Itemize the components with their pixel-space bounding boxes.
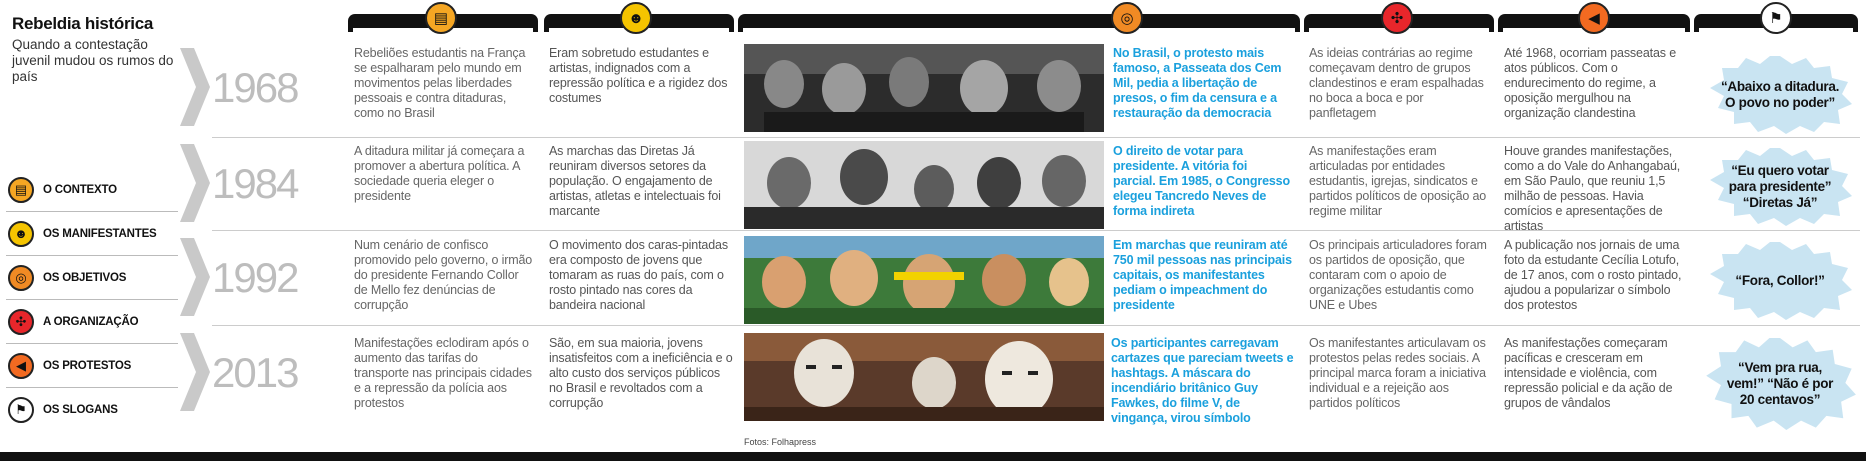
book-icon: ▤ xyxy=(425,2,457,34)
network-icon: ✣ xyxy=(1381,2,1413,34)
legend-item-manifestantes xyxy=(6,212,178,256)
megaphone-icon: ◀ xyxy=(1578,2,1610,34)
row-divider xyxy=(212,325,1860,326)
column-header-objetivos xyxy=(738,14,1300,28)
legend-label: O CONTEXTO xyxy=(43,183,117,196)
slogan-burst xyxy=(1702,338,1858,430)
slogan-text: “Eu quero votar para presidente” “Diretas Já” xyxy=(1728,163,1832,210)
row-divider xyxy=(212,137,1860,138)
year-label: 1984 xyxy=(212,160,298,207)
chevron-right-icon xyxy=(180,48,210,126)
legend-label: A ORGANIZAÇÃO xyxy=(43,315,139,328)
cell-organizacao: As manifestações eram articuladas por entidades estudantis, igrejas, sindicatos e partidos políticos de oposição ao regime militar xyxy=(1309,144,1487,218)
cell-contexto: Rebeliões estudantis na França se espalharam pelo mundo em movimentos pelas liberdades pessoais e contra ditaduras, como no Brasil xyxy=(354,46,526,120)
megaphone-icon: ◀ xyxy=(8,353,34,379)
cell-manifestantes: O movimento dos caras-pintadas era composto de jovens que tomaram as ruas do país, com o rosto pintado nas cores da bandeira nacional xyxy=(549,238,728,312)
cell-objetivos: Em marchas que reuniram até 750 mil pessoas nas principais capitais, os manifestantes pediam o impeachment do presidente xyxy=(1113,238,1292,312)
chevron-right-icon xyxy=(180,238,210,316)
slogan-burst xyxy=(1706,148,1854,226)
target-icon: ◎ xyxy=(1111,2,1143,34)
cell-contexto: Manifestações eclodiram após o aumento das tarifas do transporte nas principais cidades e a repressão da polícia aos protestos xyxy=(354,336,532,410)
cell-objetivos: No Brasil, o protesto mais famoso, a Passeata dos Cem Mil, pedia a libertação de presos, o fim da censura e a restauração da democracia xyxy=(1113,46,1282,120)
slogan-burst xyxy=(1706,242,1854,320)
slogan-text: “Abaixo a ditadura. O povo no poder” xyxy=(1720,79,1840,110)
cell-protestos: Até 1968, ocorriam passeatas e atos públicos. Com o endurecimento do regime, a oposição mergulhou na organização clandestina xyxy=(1504,46,1676,120)
legend-item-contexto xyxy=(6,168,178,212)
legend-item-objetivos xyxy=(6,256,178,300)
photo-1984 xyxy=(744,141,1104,229)
cell-organizacao: Os principais articuladores foram os partidos de oposição, que contaram com o apoio de organizações estudantis como UNE e Ubes xyxy=(1309,238,1487,312)
bottom-rule xyxy=(0,452,1866,461)
cell-contexto: A ditadura militar já começara a promover a abertura política. A sociedade queria eleger o presidente xyxy=(354,144,525,203)
year-label: 2013 xyxy=(212,349,298,396)
cell-manifestantes: As marchas das Diretas Já reuniram diversos setores da população. O engajamento de artistas, atletas e intelectuais foi marcante xyxy=(549,144,721,218)
cell-manifestantes: Eram sobretudo estudantes e artistas, indignados com a repressão política e a rigidez dos costumes xyxy=(549,46,728,105)
legend-item-slogans xyxy=(6,388,178,432)
cell-objetivos: O direito de votar para presidente. A vitória foi parcial. Em 1985, o Congresso elegeu Tancredo Neves de forma indireta xyxy=(1113,144,1290,218)
slogan-text: “Fora, Collor!” xyxy=(1735,273,1825,288)
legend-label: OS SLOGANS xyxy=(43,404,118,416)
flag-icon: ⚑ xyxy=(8,397,34,423)
cell-objetivos: Os participantes carregavam cartazes que pareciam tweets e hashtags. A máscara do incendiário britânico Guy Fawkes, do filme V, de vingança, virou símbolo xyxy=(1111,336,1294,425)
year-label: 1992 xyxy=(212,254,298,301)
legend-label: OS PROTESTOS xyxy=(43,359,132,372)
person-icon: ☻ xyxy=(620,2,652,34)
legend-label: OS MANIFESTANTES xyxy=(43,227,157,240)
person-icon: ☻ xyxy=(8,221,34,247)
legend-item-protestos xyxy=(6,344,178,388)
slogan-text: “Vem pra rua, vem!” “Não é por 20 centavos” xyxy=(1726,360,1834,407)
year-label: 1968 xyxy=(212,64,298,111)
legend-label: OS OBJETIVOS xyxy=(43,271,127,284)
slogan-burst xyxy=(1706,56,1854,134)
flag-icon: ⚑ xyxy=(1760,2,1792,34)
network-icon: ✣ xyxy=(8,309,34,335)
photo-2013 xyxy=(744,333,1104,421)
chevron-right-icon xyxy=(180,144,210,222)
page-subtitle: Quando a contestação juvenil mudou os rumos do país xyxy=(12,37,174,84)
cell-protestos: As manifestações começaram pacíficas e cresceram em intensidade e violência, com repressão policial e da ação de grupos de vândalos xyxy=(1504,336,1673,410)
cell-manifestantes: São, em sua maioria, jovens insatisfeitos com a ineficiência e o alto custo dos serviços públicos no Brasil e revoltados com a corrupção xyxy=(549,336,733,410)
cell-organizacao: Os manifestantes articulavam os protestos pelas redes sociais. A principal marca foram a iniciativa individual e a rejeição aos partidos políticos xyxy=(1309,336,1486,410)
cell-protestos: A publicação nos jornais de uma foto da estudante Cecília Lotufo, de 17 anos, com o rosto pintado, ajudou a popularizar o símbolo dos protestos xyxy=(1504,238,1682,312)
cell-contexto: Num cenário de confisco promovido pelo governo, o irmão do presidente Fernando Collor de Mello fez denúncias de corrupção xyxy=(354,238,533,312)
chevron-right-icon xyxy=(180,333,210,411)
cell-protestos: Houve grandes manifestações, como a do Vale do Anhangabaú, em São Paulo, que reuniu 1,5 milhão de pessoas. Havia comícios e apresentações de artistas xyxy=(1504,144,1681,233)
photo-credit: Fotos: Folhapress xyxy=(744,437,817,447)
legend-item-organizacao xyxy=(6,300,178,344)
cell-organizacao: As ideias contrárias ao regime começavam dentro de grupos clandestinos e eram espalhadas no boca a boca e por panfletagem xyxy=(1309,46,1484,120)
page-title: Rebeldia histórica xyxy=(12,14,154,33)
book-icon: ▤ xyxy=(8,177,34,203)
photo-1968 xyxy=(744,44,1104,132)
target-icon: ◎ xyxy=(8,265,34,291)
photo-1992 xyxy=(744,236,1104,324)
